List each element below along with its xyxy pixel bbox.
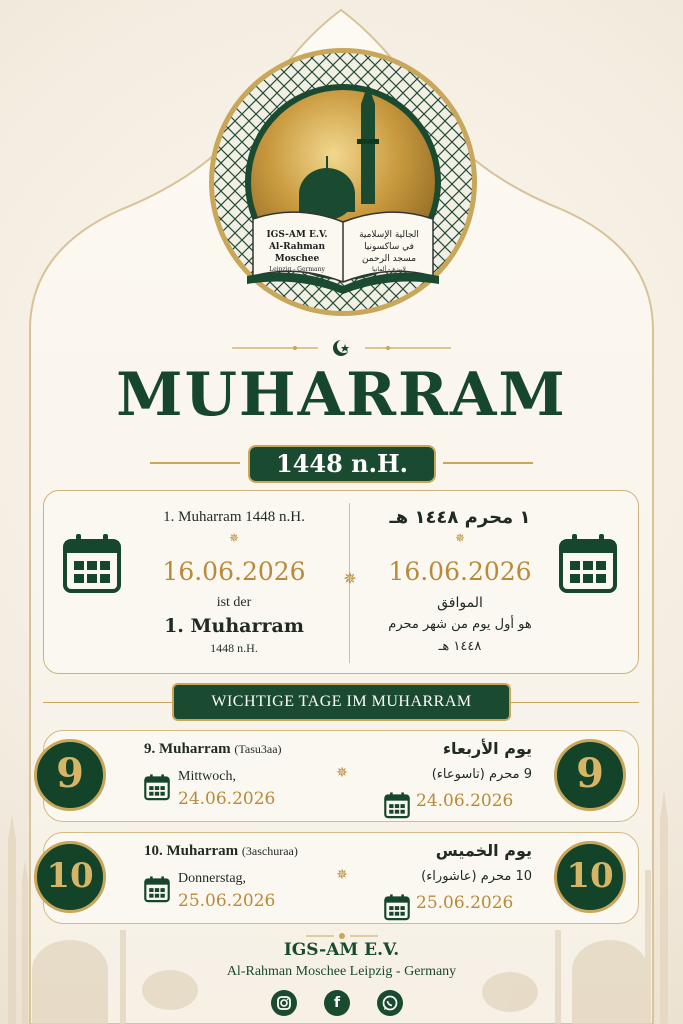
right-line2: هو أول يوم من شهر محرم bbox=[388, 617, 532, 632]
right-line1: الموافق bbox=[437, 595, 483, 611]
year-line-right bbox=[443, 462, 533, 464]
day-right-sub: 10 محرم (عاشوراء) bbox=[421, 869, 532, 884]
calendar-icon bbox=[384, 893, 410, 925]
right-date: 16.06.2026 bbox=[388, 557, 532, 586]
right-heading: ١ محرم ١٤٤٨ هـ bbox=[389, 507, 531, 528]
emblem-left-1: IGS-AM E.V. bbox=[266, 230, 328, 240]
calendar-icon bbox=[144, 875, 170, 907]
emblem-right-4: لايبزغ - ألمانيا bbox=[372, 266, 406, 273]
day-left-title: 9. Muharram (Tasu3aa) bbox=[144, 741, 282, 757]
day-card bbox=[43, 730, 639, 822]
day-right-title: يوم الخميس bbox=[435, 841, 532, 860]
whatsapp-icon[interactable] bbox=[377, 990, 403, 1016]
section-line-right bbox=[511, 702, 639, 703]
calendar-icon bbox=[62, 531, 122, 595]
day-right-date: 25.06.2026 bbox=[416, 893, 514, 913]
footer-subtitle: Al-Rahman Moschee Leipzig - Germany bbox=[226, 964, 457, 979]
left-date: 16.06.2026 bbox=[162, 557, 306, 586]
emblem-right-1: الجالية الإسلامية bbox=[359, 230, 419, 240]
day-number-badge: 9 bbox=[554, 739, 626, 811]
instagram-icon[interactable] bbox=[271, 990, 297, 1016]
calendar-icon bbox=[384, 791, 410, 823]
page-title: MUHARRAM bbox=[116, 360, 567, 430]
left-line1: ist der bbox=[216, 595, 252, 610]
day-left-title: 10. Muharram (3aschuraa) bbox=[144, 843, 298, 859]
day-number-badge: 9 bbox=[34, 739, 106, 811]
day-left-weekday: Mittwoch, bbox=[178, 769, 236, 784]
calendar-icon bbox=[144, 773, 170, 805]
center-ornament: ✵ bbox=[343, 569, 357, 588]
left-heading: 1. Muharram 1448 n.H. bbox=[163, 509, 305, 525]
day-card bbox=[43, 832, 639, 924]
emblem-right-3: مسجد الرحمن bbox=[361, 254, 417, 264]
emblem-right-2: في ساكسونيا bbox=[364, 242, 414, 252]
day-right-title: يوم الأربعاء bbox=[442, 739, 532, 758]
emblem-left-4: Leipzig - Germany bbox=[269, 266, 325, 273]
crescent-icon bbox=[333, 339, 351, 356]
emblem-left-3: Moschee bbox=[274, 254, 320, 264]
section-banner: WICHTIGE TAGE IM MUHARRAM bbox=[172, 683, 511, 721]
day-right-sub: 9 محرم (تاسوعاء) bbox=[431, 767, 532, 782]
section-line-left bbox=[43, 702, 172, 703]
right-line3: ١٤٤٨ هـ bbox=[438, 639, 482, 654]
day-number-badge: 10 bbox=[554, 841, 626, 913]
year-line-left bbox=[150, 462, 240, 464]
left-ornament: ✵ bbox=[228, 531, 240, 545]
crescent-divider bbox=[0, 338, 683, 358]
footer-ornament bbox=[306, 932, 378, 940]
year-badge: 1448 n.H. bbox=[248, 445, 436, 483]
left-line2: 1. Muharram bbox=[164, 615, 304, 637]
day-right-date: 24.06.2026 bbox=[416, 791, 514, 811]
left-line3: 1448 n.H. bbox=[210, 641, 258, 655]
day-left-weekday: Donnerstag, bbox=[178, 871, 247, 886]
day-ornament: ✵ bbox=[336, 765, 348, 781]
footer-org: IGS-AM E.V. bbox=[283, 940, 400, 960]
emblem-logo bbox=[207, 44, 479, 320]
right-ornament: ✵ bbox=[454, 531, 466, 545]
facebook-icon[interactable]: f bbox=[324, 990, 350, 1016]
calendar-icon bbox=[558, 531, 618, 595]
day-ornament: ✵ bbox=[336, 867, 348, 883]
day-number-badge: 10 bbox=[34, 841, 106, 913]
main-date-card bbox=[43, 490, 639, 674]
day-left-date: 24.06.2026 bbox=[178, 789, 276, 809]
day-left-date: 25.06.2026 bbox=[178, 891, 276, 911]
emblem-left-2: Al-Rahman bbox=[268, 242, 326, 252]
